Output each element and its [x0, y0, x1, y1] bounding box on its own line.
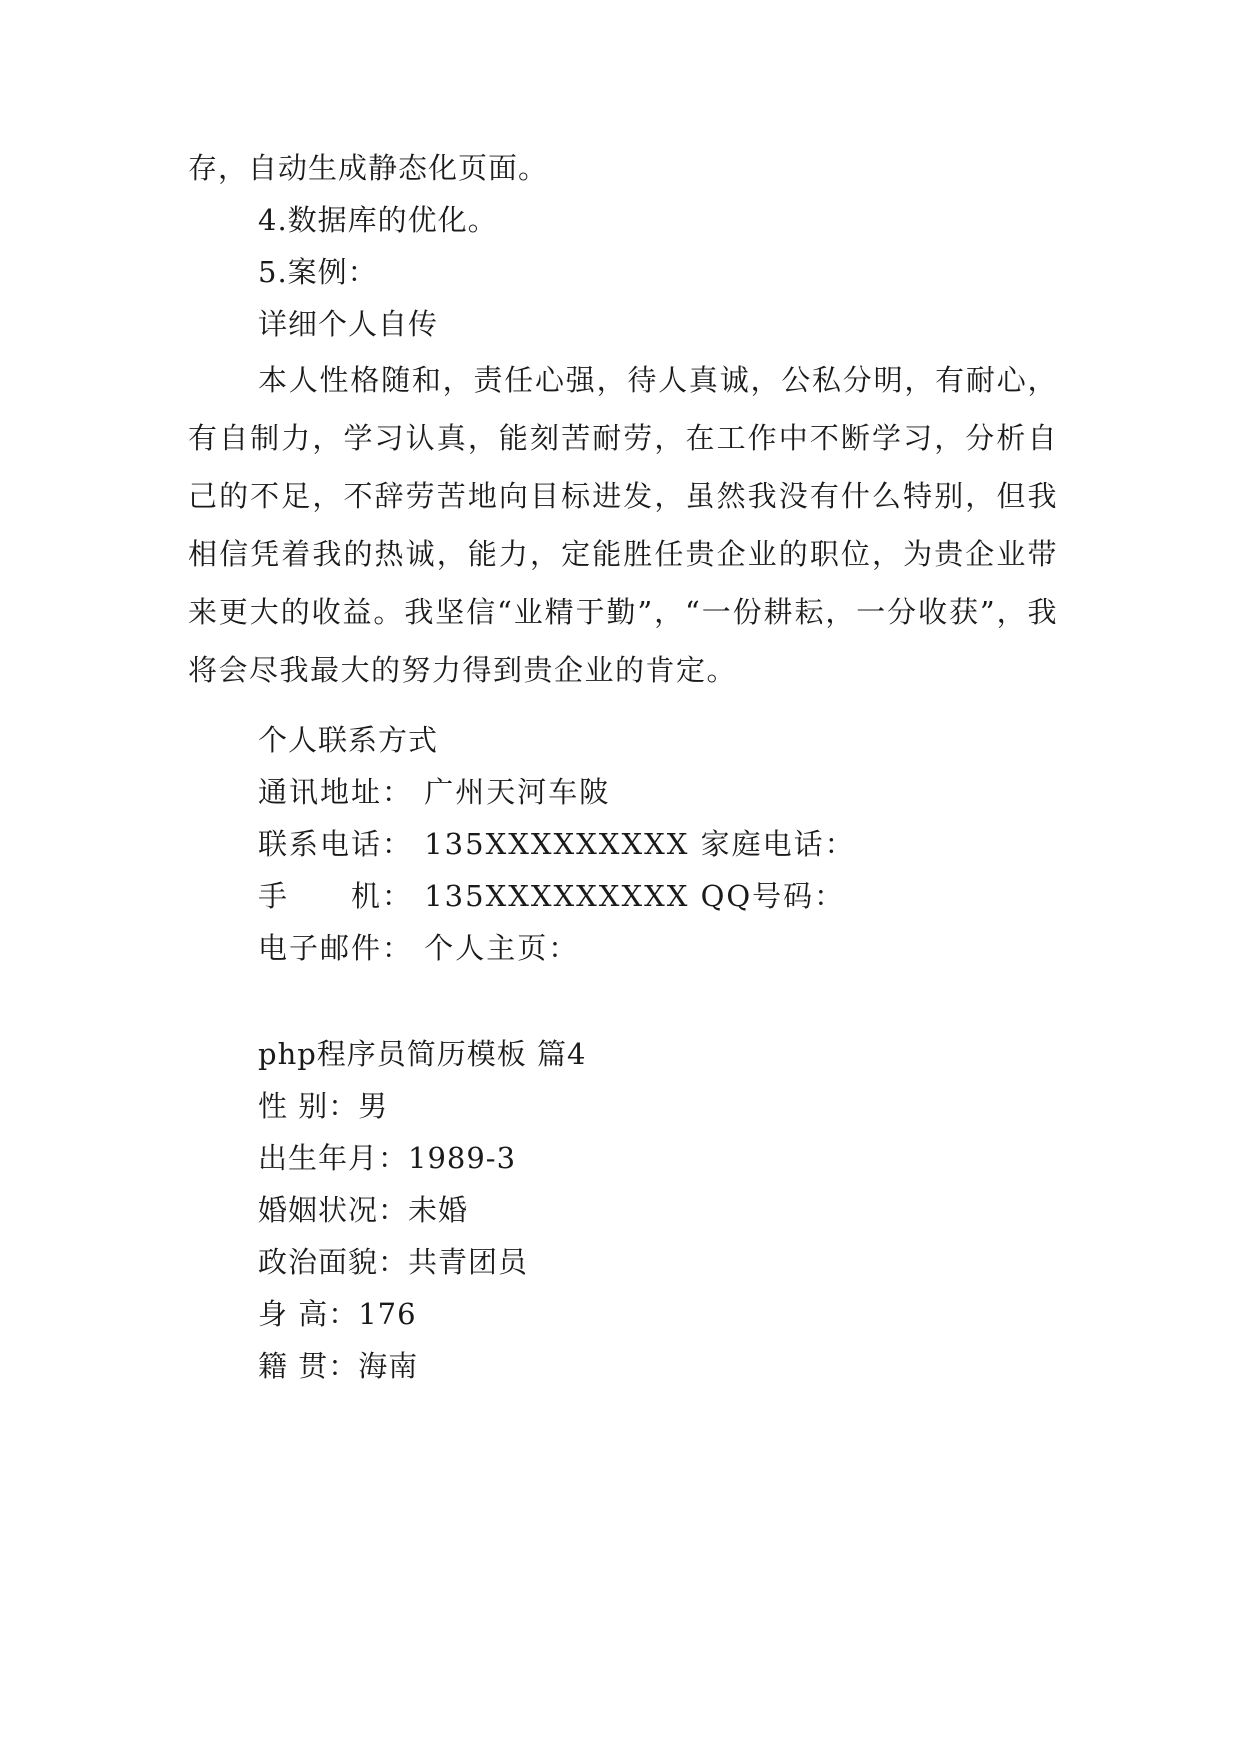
field-political: 政治面貌：共青团员	[258, 1245, 529, 1279]
field-native: 籍 贯：海南	[258, 1349, 419, 1383]
contact-email: 电子邮件： 个人主页：	[258, 931, 580, 965]
contact-address: 通讯地址： 广州天河车陂	[258, 775, 611, 809]
contact-mobile: 手 机： 135XXXXXXXXX QQ号码：	[258, 879, 846, 913]
heading-contact: 个人联系方式	[258, 723, 439, 757]
autobiography-paragraph: 本人性格随和，责任心强，待人真诚，公私分明，有耐心，有自制力，学习认真，能刻苦耐劳，在工作中不断学习，分析自己的不足，不辞劳苦地向目标进发，虽然我没有什么特别，但我相信凭着我的热诚，能力，定能胜任贵企业的职位，为贵企业带来更大的收益。我坚信“业精于勤”，“一份耕耘，一分收获”，我将会尽我最大的努力得到贵企业的肯定。	[188, 363, 1058, 687]
text-line-static-pages: 存，自动生成静态化页面。	[188, 151, 549, 185]
field-height: 身 高：176	[258, 1297, 417, 1331]
field-gender: 性 别：男	[258, 1089, 389, 1123]
text-line-db-optimization: 4.数据库的优化。	[258, 203, 498, 237]
field-marital: 婚姻状况：未婚	[258, 1193, 469, 1227]
field-birth: 出生年月：1989-3	[258, 1141, 517, 1175]
contact-phone: 联系电话： 135XXXXXXXXX 家庭电话：	[258, 827, 856, 861]
section-title: php程序员简历模板 篇4	[258, 1037, 587, 1071]
heading-autobiography: 详细个人自传	[258, 307, 439, 341]
text-line-case: 5.案例：	[258, 255, 378, 289]
